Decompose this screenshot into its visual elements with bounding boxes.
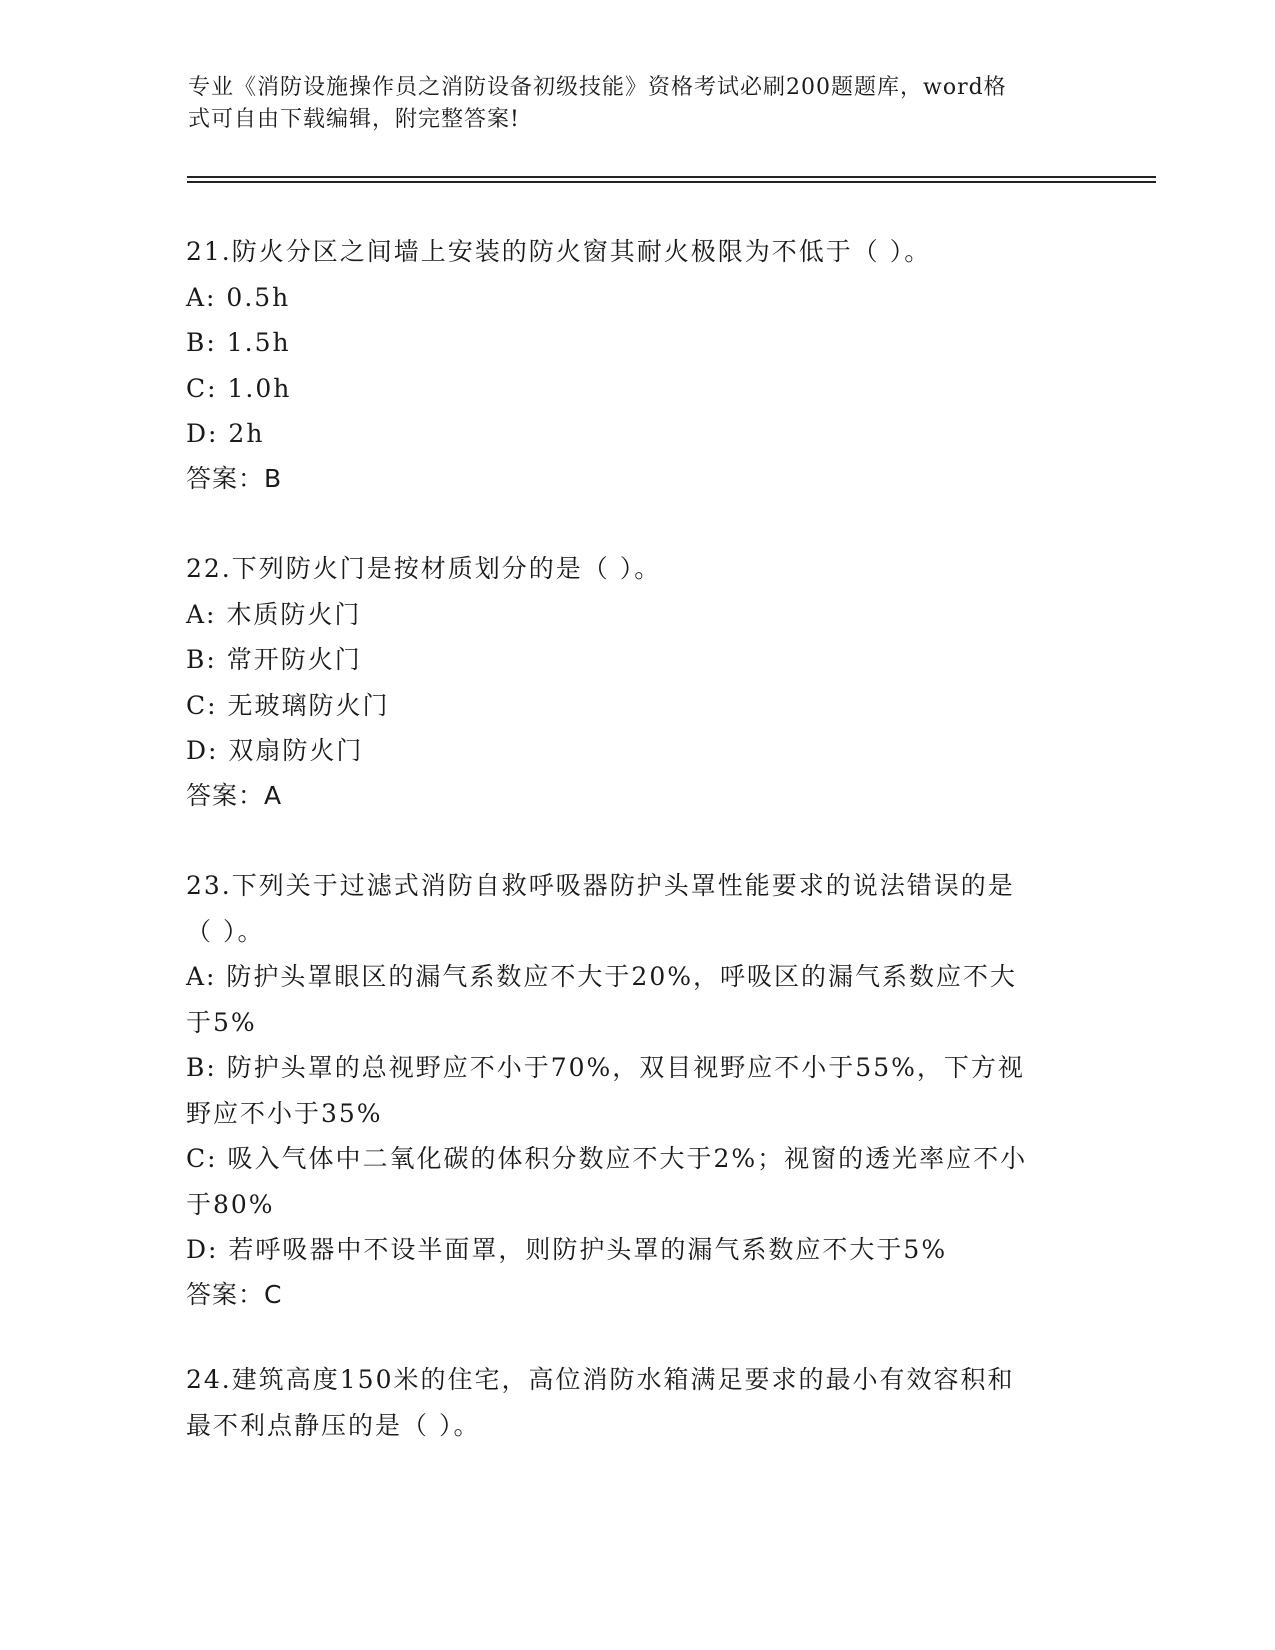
question-stem-line: 最不利点静压的是（ ）。 [186, 1410, 481, 1440]
option-a: A: 0.5h [186, 282, 291, 312]
question-stem-line: 23.下列关于过滤式消防自救呼吸器防护头罩性能要求的说法错误的是 [186, 871, 1015, 900]
question-stem-line: 24.建筑高度150米的住宅，高位消防水箱满足要求的最小有效容积和 [186, 1365, 1015, 1394]
option-c-line: C: 吸入气体中二氧化碳的体积分数应不大于2%；视窗的透光率应不小 [186, 1144, 1028, 1173]
question-stem: 21.防火分区之间墙上安装的防火窗其耐火极限为不低于（ ）。 [186, 237, 932, 266]
option-d: D: 2h [186, 419, 265, 448]
document-header [188, 72, 1068, 136]
question-22 [186, 546, 1086, 818]
option-b-line: B: 防护头罩的总视野应不小于70%，双目视野应不小于55%，下方视 [186, 1053, 1025, 1082]
option-a-line: A: 防护头罩眼区的漏气系数应不大于20%，呼吸区的漏气系数应不大 [186, 962, 1017, 991]
option-c-line: 于80% [186, 1189, 275, 1219]
question-stem-line: （ ）。 [186, 916, 265, 946]
option-c: C: 1.0h [186, 373, 292, 403]
question-21 [186, 229, 1086, 501]
option-a: A: 木质防火门 [186, 599, 362, 629]
answer-label: 答案：A [186, 780, 283, 810]
header-divider [187, 181, 1156, 183]
option-d: D: 若呼吸器中不设半面罩，则防护头罩的漏气系数应不大于5% [186, 1235, 948, 1264]
header-line: 式可自由下载编辑，附完整答案! [188, 107, 520, 132]
question-24 [186, 1357, 1086, 1448]
option-b: B: 常开防火门 [186, 645, 362, 674]
option-d: D: 双扇防火门 [186, 736, 364, 765]
answer-label: 答案：C [186, 1279, 283, 1309]
header-divider [187, 176, 1156, 178]
header-line: 专业《消防设施操作员之消防设备初级技能》资格考试必刷200题题库，word格 [188, 75, 1007, 100]
option-c: C: 无玻璃防火门 [186, 690, 390, 720]
option-a-line: 于5% [186, 1007, 257, 1037]
question-stem: 22.下列防火门是按材质划分的是（ ）。 [186, 554, 662, 583]
answer-label: 答案：B [186, 463, 283, 493]
question-23 [186, 863, 1086, 1317]
option-b: B: 1.5h [186, 328, 291, 357]
option-b-line: 野应不小于35% [186, 1098, 383, 1128]
